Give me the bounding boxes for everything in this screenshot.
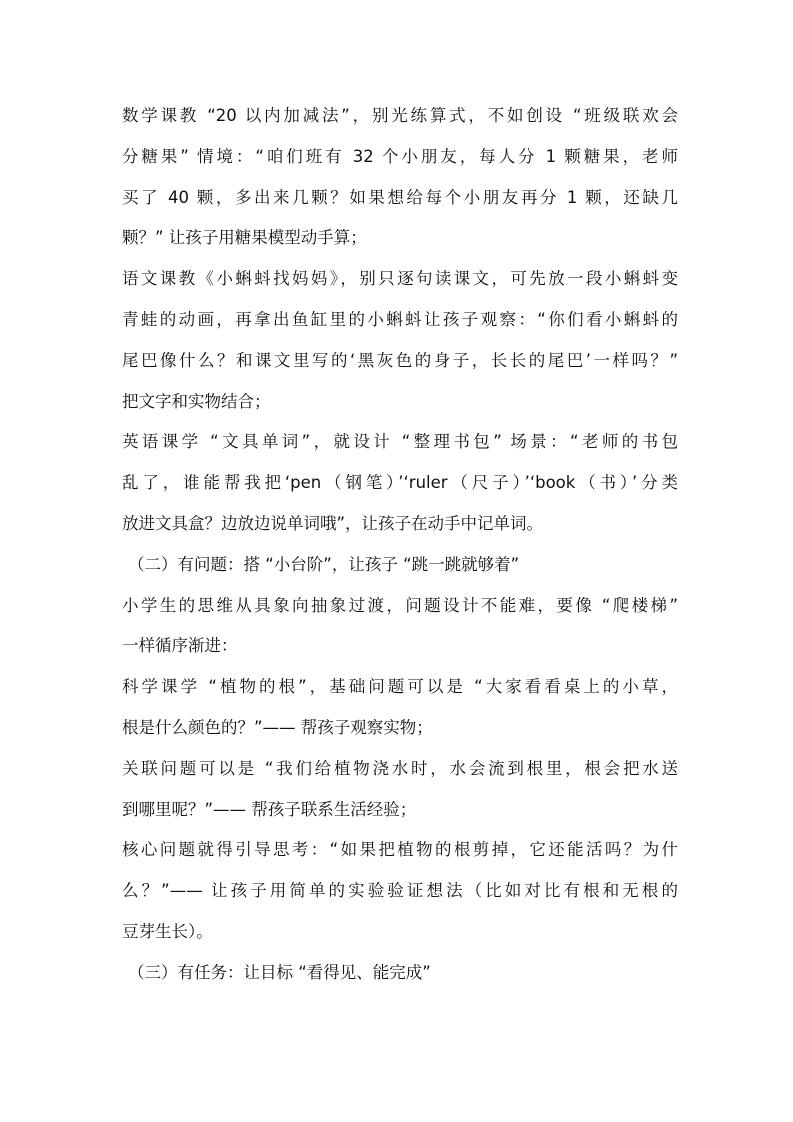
text-line: 青蛙的动画，再拿出鱼缸里的小蝌蚪让孩子观察：“你们看小蝌蚪的 — [122, 309, 678, 329]
text-line: 语文课教《小蝌蚪找妈妈》，别只逐句读课文，可先放一段小蝌蚪变 — [122, 269, 678, 289]
text-line: 英语课学 “文具单词”，就设计 “整理书包” 场景：“老师的书包 — [122, 432, 678, 452]
text-line: 到哪里呢？”—— 帮孩子联系生活经验； — [122, 799, 417, 819]
text-line: 科学课学 “植物的根”，基础问题可以是 “大家看看桌上的小草， — [122, 677, 678, 697]
text-line: 么？”—— 让孩子用简单的实验验证想法（比如对比有根和无根的 — [122, 881, 678, 901]
text-line: 核心问题就得引导思考：“如果把植物的根剪掉，它还能活吗？为什 — [122, 840, 678, 860]
text-line: 放进文具盒？边放边说单词哦”，让孩子在动手中记单词。 — [122, 513, 544, 533]
body-text — [122, 96, 678, 994]
text-line: 小学生的思维从具象向抽象过渡，问题设计不能难，要像 “爬楼梯” — [122, 595, 678, 615]
text-line: 关联问题可以是 “我们给植物浇水时，水会流到根里，根会把水送 — [122, 758, 678, 778]
text-line: 尾巴像什么？和课文里写的‘黑灰色的身子，长长的尾巴’一样吗？” — [122, 350, 678, 370]
text-line: 买了 40 颗，多出来几颗？如果想给每个小朋友再分 1 颗，还缺几 — [122, 187, 678, 207]
text-line: 颗？” 让孩子用糖果模型动手算； — [122, 228, 367, 248]
text-line: 数学课教 “20 以内加减法”，别光练算式，不如创设 “班级联欢会 — [122, 106, 678, 125]
section-heading: （二）有问题：搭 “小台阶”，让孩子 “跳一跳就够着” — [128, 554, 520, 574]
text-line: 乱了，谁能帮我把‘pen（钢笔）’‘ruler（尺子）’‘book（书）’分类 — [122, 473, 678, 493]
section-heading: （三）有任务：让目标 “看得见、能完成” — [128, 962, 431, 982]
text-line: 一样循序渐进： — [122, 636, 238, 656]
text-line: 根是什么颜色的？”—— 帮孩子观察实物； — [122, 717, 433, 737]
text-line: 豆芽生长）。 — [122, 921, 213, 941]
text-line: 把文字和实物结合； — [122, 391, 271, 411]
text-line: 分糖果” 情境：“咱们班有 32 个小朋友，每人分 1 颗糖果，老师 — [122, 146, 678, 166]
